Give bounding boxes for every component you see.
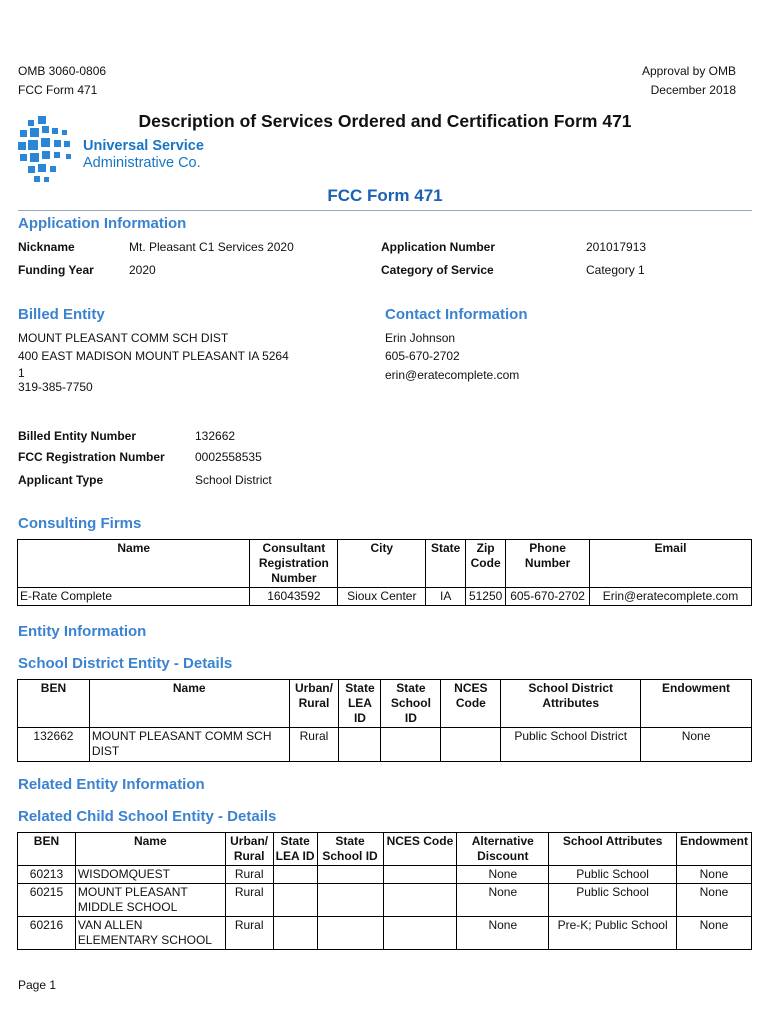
col-urban: Urban/ Rural xyxy=(289,680,339,728)
cell-urban: Rural xyxy=(289,728,339,762)
cell-name: WISDOMQUEST xyxy=(75,866,225,884)
col-endowment: Endowment xyxy=(641,680,752,728)
cell-zip: 51250 xyxy=(466,588,506,606)
col-school-id: State School ID xyxy=(381,680,441,728)
cell-lea xyxy=(339,728,381,762)
table-header-row xyxy=(18,540,752,588)
cell-lea xyxy=(273,866,317,884)
billed-entity-address2: 1 xyxy=(18,366,25,380)
col-lea: State LEA ID xyxy=(273,833,317,866)
table-row xyxy=(18,866,752,884)
form-label: FCC Form 471 xyxy=(18,83,98,97)
col-name: Name xyxy=(18,540,250,588)
cell-attributes: Public School xyxy=(549,884,677,917)
district-table xyxy=(17,679,752,762)
application-heading: Application Information xyxy=(18,215,187,232)
col-nces: NCES Code xyxy=(383,833,457,866)
document-title: Description of Services Ordered and Certification Form 471 xyxy=(138,111,632,131)
cell-name: MOUNT PLEASANT COMM SCH DIST xyxy=(89,728,289,762)
cell-ben: 60213 xyxy=(18,866,76,884)
funding-year-value: 2020 xyxy=(129,263,156,277)
form-name: FCC Form 471 xyxy=(327,186,443,205)
nickname-value: Mt. Pleasant C1 Services 2020 xyxy=(129,240,294,254)
approval-text: Approval by OMB xyxy=(641,64,736,78)
applicant-type-value: School District xyxy=(195,473,272,487)
divider xyxy=(18,210,752,211)
cell-nces xyxy=(383,917,457,950)
col-school-id: State School ID xyxy=(317,833,383,866)
district-heading: School District Entity - Details xyxy=(18,655,233,672)
table-row xyxy=(18,728,752,762)
cell-endowment: None xyxy=(641,728,752,762)
child-school-table xyxy=(17,832,752,950)
cell-nces xyxy=(383,866,457,884)
cell-school-id xyxy=(317,866,383,884)
fcc-reg-value: 0002558535 xyxy=(195,450,262,464)
cell-ben: 60216 xyxy=(18,917,76,950)
fcc-reg-label: FCC Registration Number xyxy=(18,450,165,464)
table-header-row xyxy=(18,833,752,866)
cell-nces xyxy=(441,728,501,762)
cell-urban: Rural xyxy=(225,884,273,917)
cell-phone: 605-670-2702 xyxy=(506,588,590,606)
billed-entity-name: MOUNT PLEASANT COMM SCH DIST xyxy=(18,331,229,345)
logo-line1: Universal Service xyxy=(83,138,204,154)
col-lea: State LEA ID xyxy=(339,680,381,728)
logo-line2: Administrative Co. xyxy=(83,155,201,171)
contact-email: erin@eratecomplete.com xyxy=(385,368,520,382)
col-alt-discount: Alternative Discount xyxy=(457,833,549,866)
cell-reg: 16043592 xyxy=(250,588,338,606)
nickname-label: Nickname xyxy=(18,240,75,254)
col-nces: NCES Code xyxy=(441,680,501,728)
cell-school-id xyxy=(381,728,441,762)
cell-alt: None xyxy=(457,917,549,950)
cell-attributes: Public School xyxy=(549,866,677,884)
cell-urban: Rural xyxy=(225,917,273,950)
cell-name: VAN ALLEN ELEMENTARY SCHOOL xyxy=(75,917,225,950)
cell-name: MOUNT PLEASANT MIDDLE SCHOOL xyxy=(75,884,225,917)
col-endowment: Endowment xyxy=(676,833,751,866)
child-heading: Related Child School Entity - Details xyxy=(18,808,277,825)
cell-urban: Rural xyxy=(225,866,273,884)
cell-alt: None xyxy=(457,866,549,884)
entity-info-heading: Entity Information xyxy=(18,623,147,640)
billed-number-label: Billed Entity Number xyxy=(18,429,137,443)
consulting-heading: Consulting Firms xyxy=(18,515,142,532)
page-number: Page 1 xyxy=(18,978,57,992)
cell-state: IA xyxy=(426,588,466,606)
approval-date: December 2018 xyxy=(650,83,736,97)
table-row xyxy=(18,884,752,917)
table-row xyxy=(18,917,752,950)
billed-entity-address1: 400 EAST MADISON MOUNT PLEASANT IA 5264 xyxy=(18,349,289,363)
app-number-label: Application Number xyxy=(381,240,496,254)
col-state: State xyxy=(426,540,466,588)
cell-attributes: Pre-K; Public School xyxy=(549,917,677,950)
cell-name: E-Rate Complete xyxy=(18,588,250,606)
col-urban: Urban/ Rural xyxy=(225,833,273,866)
table-header-row xyxy=(18,680,752,728)
usac-logo-icon xyxy=(16,114,80,186)
category-value: Category 1 xyxy=(586,263,645,277)
consulting-table xyxy=(17,539,752,606)
contact-name: Erin Johnson xyxy=(385,331,456,345)
col-email: Email xyxy=(590,540,752,588)
cell-endowment: None xyxy=(676,866,751,884)
col-name: Name xyxy=(75,833,225,866)
cell-lea xyxy=(273,917,317,950)
cell-alt: None xyxy=(457,884,549,917)
table-row xyxy=(18,588,752,606)
related-heading: Related Entity Information xyxy=(18,776,205,793)
col-registration: Consultant Registration Number xyxy=(250,540,338,588)
billed-number-value: 132662 xyxy=(195,429,236,443)
app-number-value: 201017913 xyxy=(586,240,647,254)
col-ben: BEN xyxy=(18,680,90,728)
col-attributes: School Attributes xyxy=(549,833,677,866)
col-zip: Zip Code xyxy=(466,540,506,588)
funding-year-label: Funding Year xyxy=(18,263,94,277)
cell-email: Erin@eratecomplete.com xyxy=(590,588,752,606)
col-name: Name xyxy=(89,680,289,728)
category-label: Category of Service xyxy=(381,263,494,277)
col-city: City xyxy=(338,540,426,588)
cell-endowment: None xyxy=(676,884,751,917)
col-phone: Phone Number xyxy=(506,540,590,588)
cell-school-id xyxy=(317,884,383,917)
applicant-type-label: Applicant Type xyxy=(18,473,104,487)
contact-phone: 605-670-2702 xyxy=(385,349,460,363)
cell-ben: 60215 xyxy=(18,884,76,917)
cell-endowment: None xyxy=(676,917,751,950)
billed-entity-heading: Billed Entity xyxy=(18,306,105,323)
omb-number: OMB 3060-0806 xyxy=(18,64,107,78)
cell-city: Sioux Center xyxy=(338,588,426,606)
cell-nces xyxy=(383,884,457,917)
cell-lea xyxy=(273,884,317,917)
cell-ben: 132662 xyxy=(18,728,90,762)
cell-attributes: Public School District xyxy=(501,728,641,762)
col-ben: BEN xyxy=(18,833,76,866)
cell-school-id xyxy=(317,917,383,950)
billed-entity-phone: 319-385-7750 xyxy=(18,380,93,394)
contact-heading: Contact Information xyxy=(385,306,528,323)
col-attributes: School District Attributes xyxy=(501,680,641,728)
